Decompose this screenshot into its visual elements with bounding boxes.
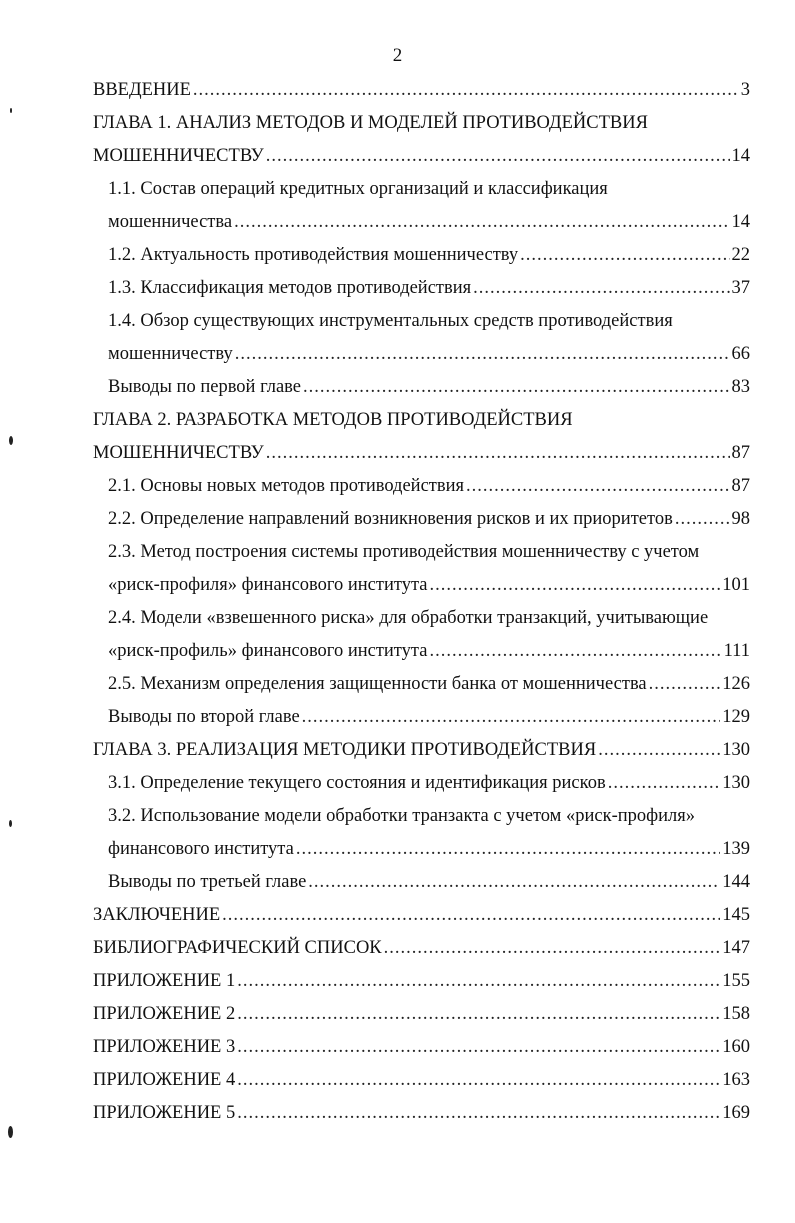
toc-entry-title: ГЛАВА 2. РАЗРАБОТКА МЕТОДОВ ПРОТИВОДЕЙСТВИЯ xyxy=(93,410,573,430)
toc-entry-title: 2.2. Определение направлений возникновения рисков и их приоритетов xyxy=(108,509,673,529)
toc-chapter-entry xyxy=(93,734,750,767)
dot-leader xyxy=(430,569,721,602)
toc-section-entry xyxy=(108,800,750,866)
toc-entry-title: Выводы по второй главе xyxy=(108,707,300,727)
toc-page-number: 130 xyxy=(722,773,750,793)
toc-page-number: 160 xyxy=(722,1037,750,1057)
toc-entry-title: «риск-профиля» финансового института xyxy=(108,575,428,595)
toc-entry-line xyxy=(93,932,750,965)
dot-leader xyxy=(266,437,730,470)
toc-page-number: 98 xyxy=(731,509,750,529)
toc-entry-title: 3.1. Определение текущего состояния и идентификация рисков xyxy=(108,773,606,793)
toc-entry-line xyxy=(108,536,750,569)
toc-entry-title: ПРИЛОЖЕНИЕ 2 xyxy=(93,1004,236,1024)
dot-leader xyxy=(235,338,730,371)
toc-entry-title: ПРИЛОЖЕНИЕ 5 xyxy=(93,1103,236,1123)
toc-entry-line xyxy=(93,140,750,173)
scan-speck xyxy=(9,436,13,445)
toc-section-entry xyxy=(108,866,750,899)
toc-entry-line xyxy=(93,404,750,437)
toc-entry-line xyxy=(93,734,750,767)
dot-leader xyxy=(193,74,739,107)
toc-entry-line xyxy=(93,1097,750,1130)
toc-entry-title: 2.1. Основы новых методов противодействия xyxy=(108,476,465,496)
toc-chapter-entry xyxy=(93,74,750,107)
scan-speck xyxy=(8,1126,13,1138)
dot-leader xyxy=(237,1064,720,1097)
toc-entry-line xyxy=(108,602,750,635)
toc-page-number: 87 xyxy=(731,443,750,463)
toc-entry-title: ПРИЛОЖЕНИЕ 1 xyxy=(93,971,236,991)
dot-leader xyxy=(598,734,720,767)
toc-entry-title: ЗАКЛЮЧЕНИЕ xyxy=(93,905,221,925)
toc-entry-title: 1.3. Классификация методов противодействия xyxy=(108,278,472,298)
toc-page-number: 126 xyxy=(722,674,750,694)
toc-page-number: 87 xyxy=(731,476,750,496)
toc-entry-line xyxy=(93,899,750,932)
toc-page-number: 147 xyxy=(722,938,750,958)
page-number: 2 xyxy=(392,45,403,66)
dot-leader xyxy=(296,833,720,866)
toc-page-number: 129 xyxy=(722,707,750,727)
toc-entry-title: Выводы по первой главе xyxy=(108,377,302,397)
toc-entry-line xyxy=(108,206,750,239)
toc-entry-line xyxy=(108,371,750,404)
toc-section-entry xyxy=(108,767,750,800)
toc-entry-title: 1.4. Обзор существующих инструментальных средств противодействия xyxy=(108,311,673,331)
dot-leader xyxy=(308,866,720,899)
dot-leader xyxy=(429,635,721,668)
toc-page-number: 66 xyxy=(731,344,750,364)
dot-leader xyxy=(237,1031,720,1064)
toc-entry-line xyxy=(108,635,750,668)
toc-chapter-entry xyxy=(93,965,750,998)
toc-section-entry xyxy=(108,602,750,668)
scan-speck xyxy=(9,820,12,827)
dot-leader xyxy=(266,140,730,173)
toc-section-entry xyxy=(108,305,750,371)
toc-chapter-entry xyxy=(93,998,750,1031)
toc-section-entry xyxy=(108,536,750,602)
dot-leader xyxy=(608,767,721,800)
toc-entry-line xyxy=(108,305,750,338)
toc-entry-line xyxy=(93,107,750,140)
toc-chapter-entry xyxy=(93,1031,750,1064)
dot-leader xyxy=(237,1097,720,1130)
toc-entry-title: «риск-профиль» финансового института xyxy=(108,641,428,661)
toc-entry-title: БИБЛИОГРАФИЧЕСКИЙ СПИСОК xyxy=(93,938,382,958)
toc-entry-title: ГЛАВА 3. РЕАЛИЗАЦИЯ МЕТОДИКИ ПРОТИВОДЕЙСТВИЯ xyxy=(93,740,597,760)
toc-entry-title: ГЛАВА 1. АНАЛИЗ МЕТОДОВ И МОДЕЛЕЙ ПРОТИВОДЕЙСТВИЯ xyxy=(93,113,648,133)
toc-section-entry xyxy=(108,239,750,272)
toc-page-number: 14 xyxy=(731,146,750,166)
toc-entry-line xyxy=(108,338,750,371)
toc-entry-line xyxy=(93,965,750,998)
table-of-contents xyxy=(0,74,795,1130)
toc-entry-line xyxy=(108,767,750,800)
toc-entry-title: финансового института xyxy=(108,839,294,859)
toc-section-entry xyxy=(108,503,750,536)
toc-entry-title: мошенничества xyxy=(108,212,233,232)
toc-section-entry xyxy=(108,173,750,239)
toc-page-number: 144 xyxy=(722,872,750,892)
toc-entry-title: МОШЕННИЧЕСТВУ xyxy=(93,443,264,463)
toc-page-number: 83 xyxy=(731,377,750,397)
toc-page-number: 130 xyxy=(722,740,750,760)
toc-entry-line xyxy=(93,1031,750,1064)
toc-section-entry xyxy=(108,272,750,305)
toc-entry-line xyxy=(108,701,750,734)
toc-entry-title: 1.2. Актуальность противодействия мошенничеству xyxy=(108,245,519,265)
toc-page-number: 158 xyxy=(722,1004,750,1024)
toc-section-entry xyxy=(108,371,750,404)
toc-section-entry xyxy=(108,701,750,734)
toc-page-number: 139 xyxy=(722,839,750,859)
toc-entry-title: 2.3. Метод построения системы противодействия мошенничеству с учетом xyxy=(108,542,700,562)
toc-chapter-entry xyxy=(93,404,750,470)
dot-leader xyxy=(466,470,729,503)
toc-page-number: 3 xyxy=(740,80,750,100)
toc-entry-line xyxy=(108,668,750,701)
toc-entry-title: 2.5. Механизм определения защищенности банка от мошенничества xyxy=(108,674,647,694)
dot-leader xyxy=(302,701,721,734)
toc-entry-line xyxy=(93,998,750,1031)
dot-leader xyxy=(675,503,730,536)
toc-page-number: 22 xyxy=(731,245,750,265)
toc-entry-line xyxy=(108,173,750,206)
toc-entry-title: ПРИЛОЖЕНИЕ 4 xyxy=(93,1070,236,1090)
toc-entry-line xyxy=(93,74,750,107)
dot-leader xyxy=(649,668,721,701)
toc-entry-line xyxy=(108,569,750,602)
dot-leader xyxy=(222,899,720,932)
toc-chapter-entry xyxy=(93,1064,750,1097)
toc-entry-title: Выводы по третьей главе xyxy=(108,872,307,892)
toc-entry-line xyxy=(108,272,750,305)
toc-entry-title: МОШЕННИЧЕСТВУ xyxy=(93,146,264,166)
toc-entry-title: 1.1. Состав операций кредитных организаций и классификация xyxy=(108,179,608,199)
toc-chapter-entry xyxy=(93,1097,750,1130)
toc-chapter-entry xyxy=(93,932,750,965)
toc-entry-line xyxy=(93,437,750,470)
toc-entry-line xyxy=(108,503,750,536)
toc-page-number: 163 xyxy=(722,1070,750,1090)
toc-page-number: 37 xyxy=(731,278,750,298)
toc-section-entry xyxy=(108,470,750,503)
toc-entry-line xyxy=(108,866,750,899)
scan-speck xyxy=(10,108,12,113)
toc-entry-title: 2.4. Модели «взвешенного риска» для обработки транзакций, учитывающие xyxy=(108,608,709,628)
toc-entry-title: ВВЕДЕНИЕ xyxy=(93,80,191,100)
toc-section-entry xyxy=(108,668,750,701)
dot-leader xyxy=(303,371,729,404)
toc-page-number: 111 xyxy=(723,641,750,661)
dot-leader xyxy=(234,206,729,239)
toc-entry-line xyxy=(108,239,750,272)
dot-leader xyxy=(384,932,721,965)
toc-entry-line xyxy=(108,800,750,833)
toc-entry-title: мошенничеству xyxy=(108,344,233,364)
toc-entry-line xyxy=(108,470,750,503)
dot-leader xyxy=(520,239,729,272)
toc-entry-line xyxy=(93,1064,750,1097)
dot-leader xyxy=(237,965,720,998)
toc-page-number: 145 xyxy=(722,905,750,925)
toc-page-number: 101 xyxy=(722,575,750,595)
dot-leader xyxy=(473,272,729,305)
toc-entry-line xyxy=(108,833,750,866)
dot-leader xyxy=(237,998,720,1031)
toc-chapter-entry xyxy=(93,899,750,932)
toc-chapter-entry xyxy=(93,107,750,173)
toc-page-number: 155 xyxy=(722,971,750,991)
toc-entry-title: 3.2. Использование модели обработки транзакта с учетом «риск-профиля» xyxy=(108,806,696,826)
toc-page-number: 14 xyxy=(731,212,750,232)
toc-page-number: 169 xyxy=(722,1103,750,1123)
toc-entry-title: ПРИЛОЖЕНИЕ 3 xyxy=(93,1037,236,1057)
